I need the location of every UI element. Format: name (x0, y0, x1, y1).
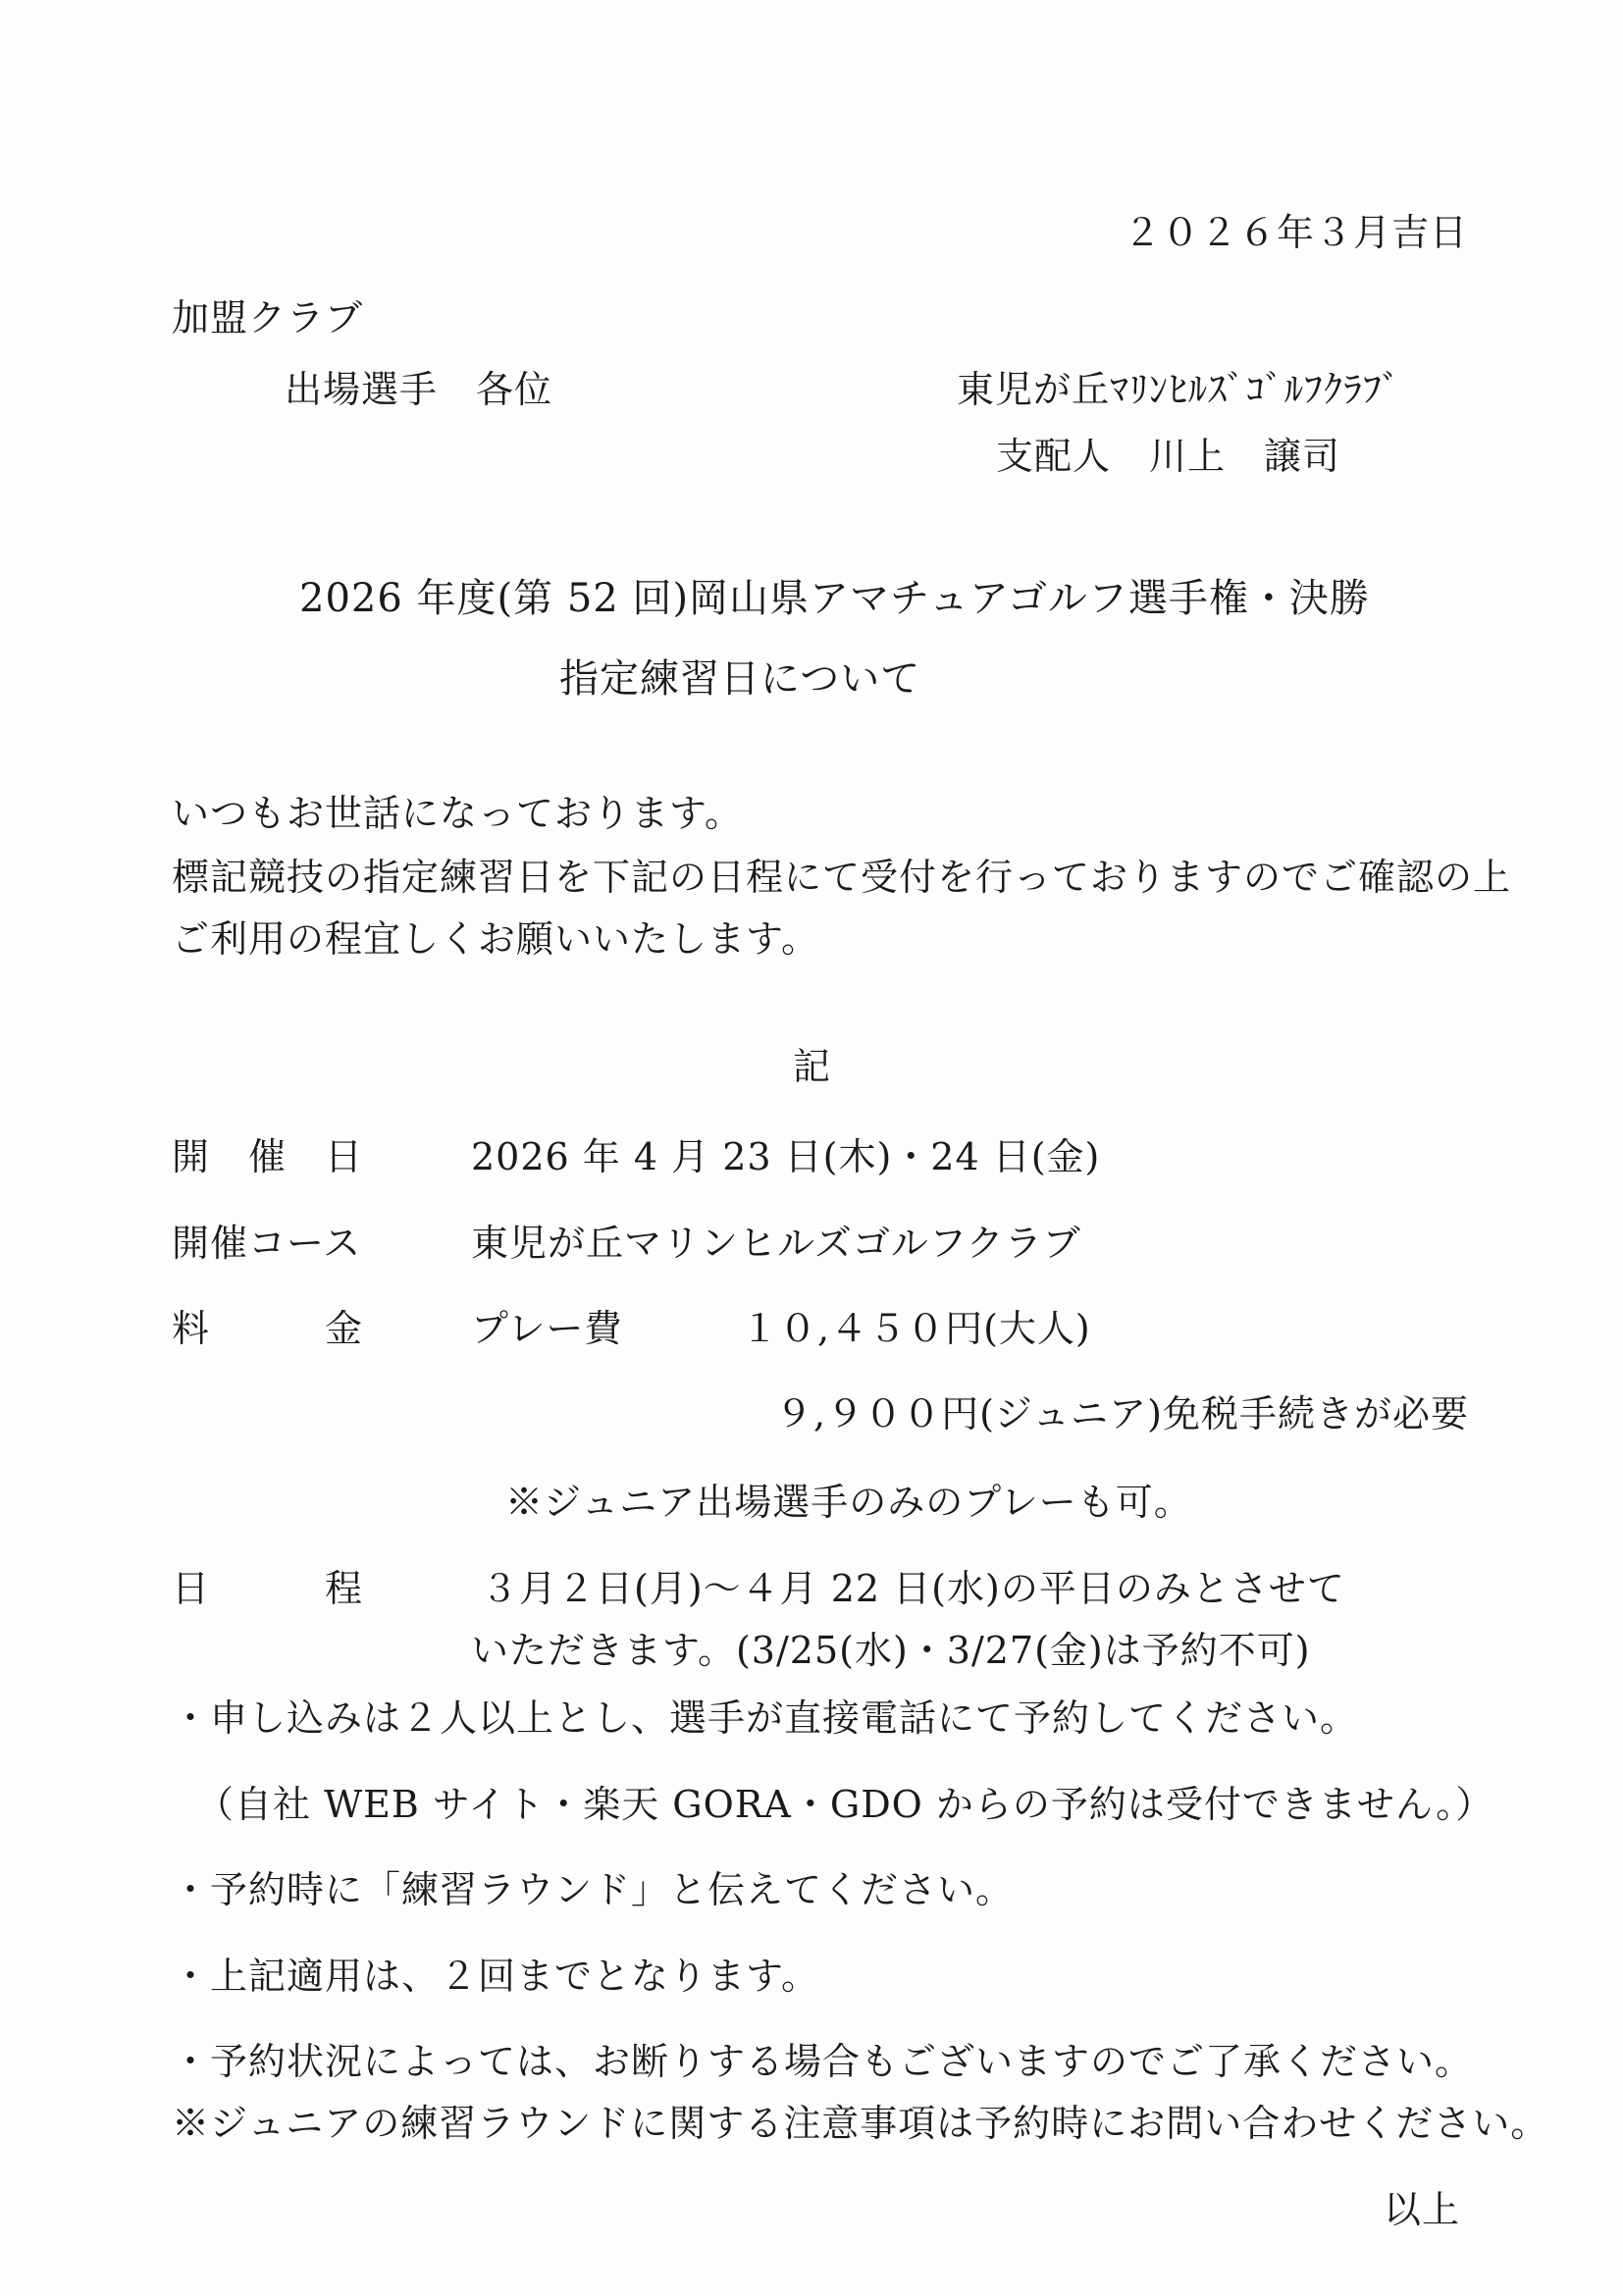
fee-adult: １０,４５０円(大人) (741, 1307, 1091, 1350)
intro-line-1: いつもお世話になっております。 (172, 792, 743, 835)
ki-heading: 記 (793, 1045, 832, 1088)
note-line-6: ※ジュニアの練習ラウンドに関する注意事項は予約時にお問い合わせください。 (172, 2102, 1549, 2145)
note-line-1: ・申し込みは２人以上とし、選手が直接電話にて予約してください。 (172, 1696, 1359, 1740)
title-line-2: 指定練習日について (559, 656, 921, 702)
issue-date: ２０２６年３月吉日 (1124, 211, 1469, 254)
course-label: 開催コース (172, 1222, 362, 1265)
fee-label: 料 金 (172, 1307, 364, 1350)
date-label: 開 催 日 (172, 1135, 364, 1178)
recipient-line-2: 出場選手 各位 (285, 368, 553, 411)
recipient-line-1: 加盟クラブ (172, 296, 364, 339)
sender-manager: 支配人 川上 譲司 (996, 435, 1341, 478)
sender-club: 東児が丘ﾏﾘﾝﾋﾙｽﾞｺﾞﾙﾌｸﾗﾌﾞ (957, 368, 1402, 411)
title-line-1: 2026 年度(第 52 回)岡山県アマチュアゴルフ選手権・決勝 (299, 576, 1370, 621)
note-line-4: ・上記適用は、２回までとなります。 (172, 1955, 819, 1998)
course-value: 東児が丘マリンヒルズゴルフクラブ (471, 1222, 1081, 1265)
intro-line-3: ご利用の程宜しくお願いいたします。 (172, 917, 819, 961)
closing: 以上 (1384, 2188, 1461, 2231)
note-line-2: （自社 WEB サイト・楽天 GORA・GDO からの予約は受付できません。） (196, 1783, 1494, 1826)
intro-line-2: 標記競技の指定練習日を下記の日程にて受付を行っておりますのでご確認の上 (172, 856, 1512, 899)
fee-junior: ９,９００円(ジュニア)免税手続きが必要 (775, 1392, 1469, 1435)
fee-item: プレー費 (471, 1307, 623, 1350)
schedule-line-1: ３月２日(月)～４月 22 日(水)の平日のみとさせて (481, 1567, 1345, 1610)
note-line-3: ・予約時に「練習ラウンド」と伝えてください。 (172, 1868, 1015, 1911)
date-value: 2026 年 4 月 23 日(木)・24 日(金) (471, 1135, 1101, 1178)
fee-note: ※ジュニア出場選手のみのプレーも可。 (505, 1481, 1192, 1524)
schedule-label: 日 程 (172, 1567, 364, 1610)
note-line-5: ・予約状況によっては、お断りする場合もございますのでご了承ください。 (172, 2040, 1474, 2083)
schedule-line-2: いただきます。(3/25(水)・3/27(金)は予約不可) (471, 1629, 1311, 1672)
